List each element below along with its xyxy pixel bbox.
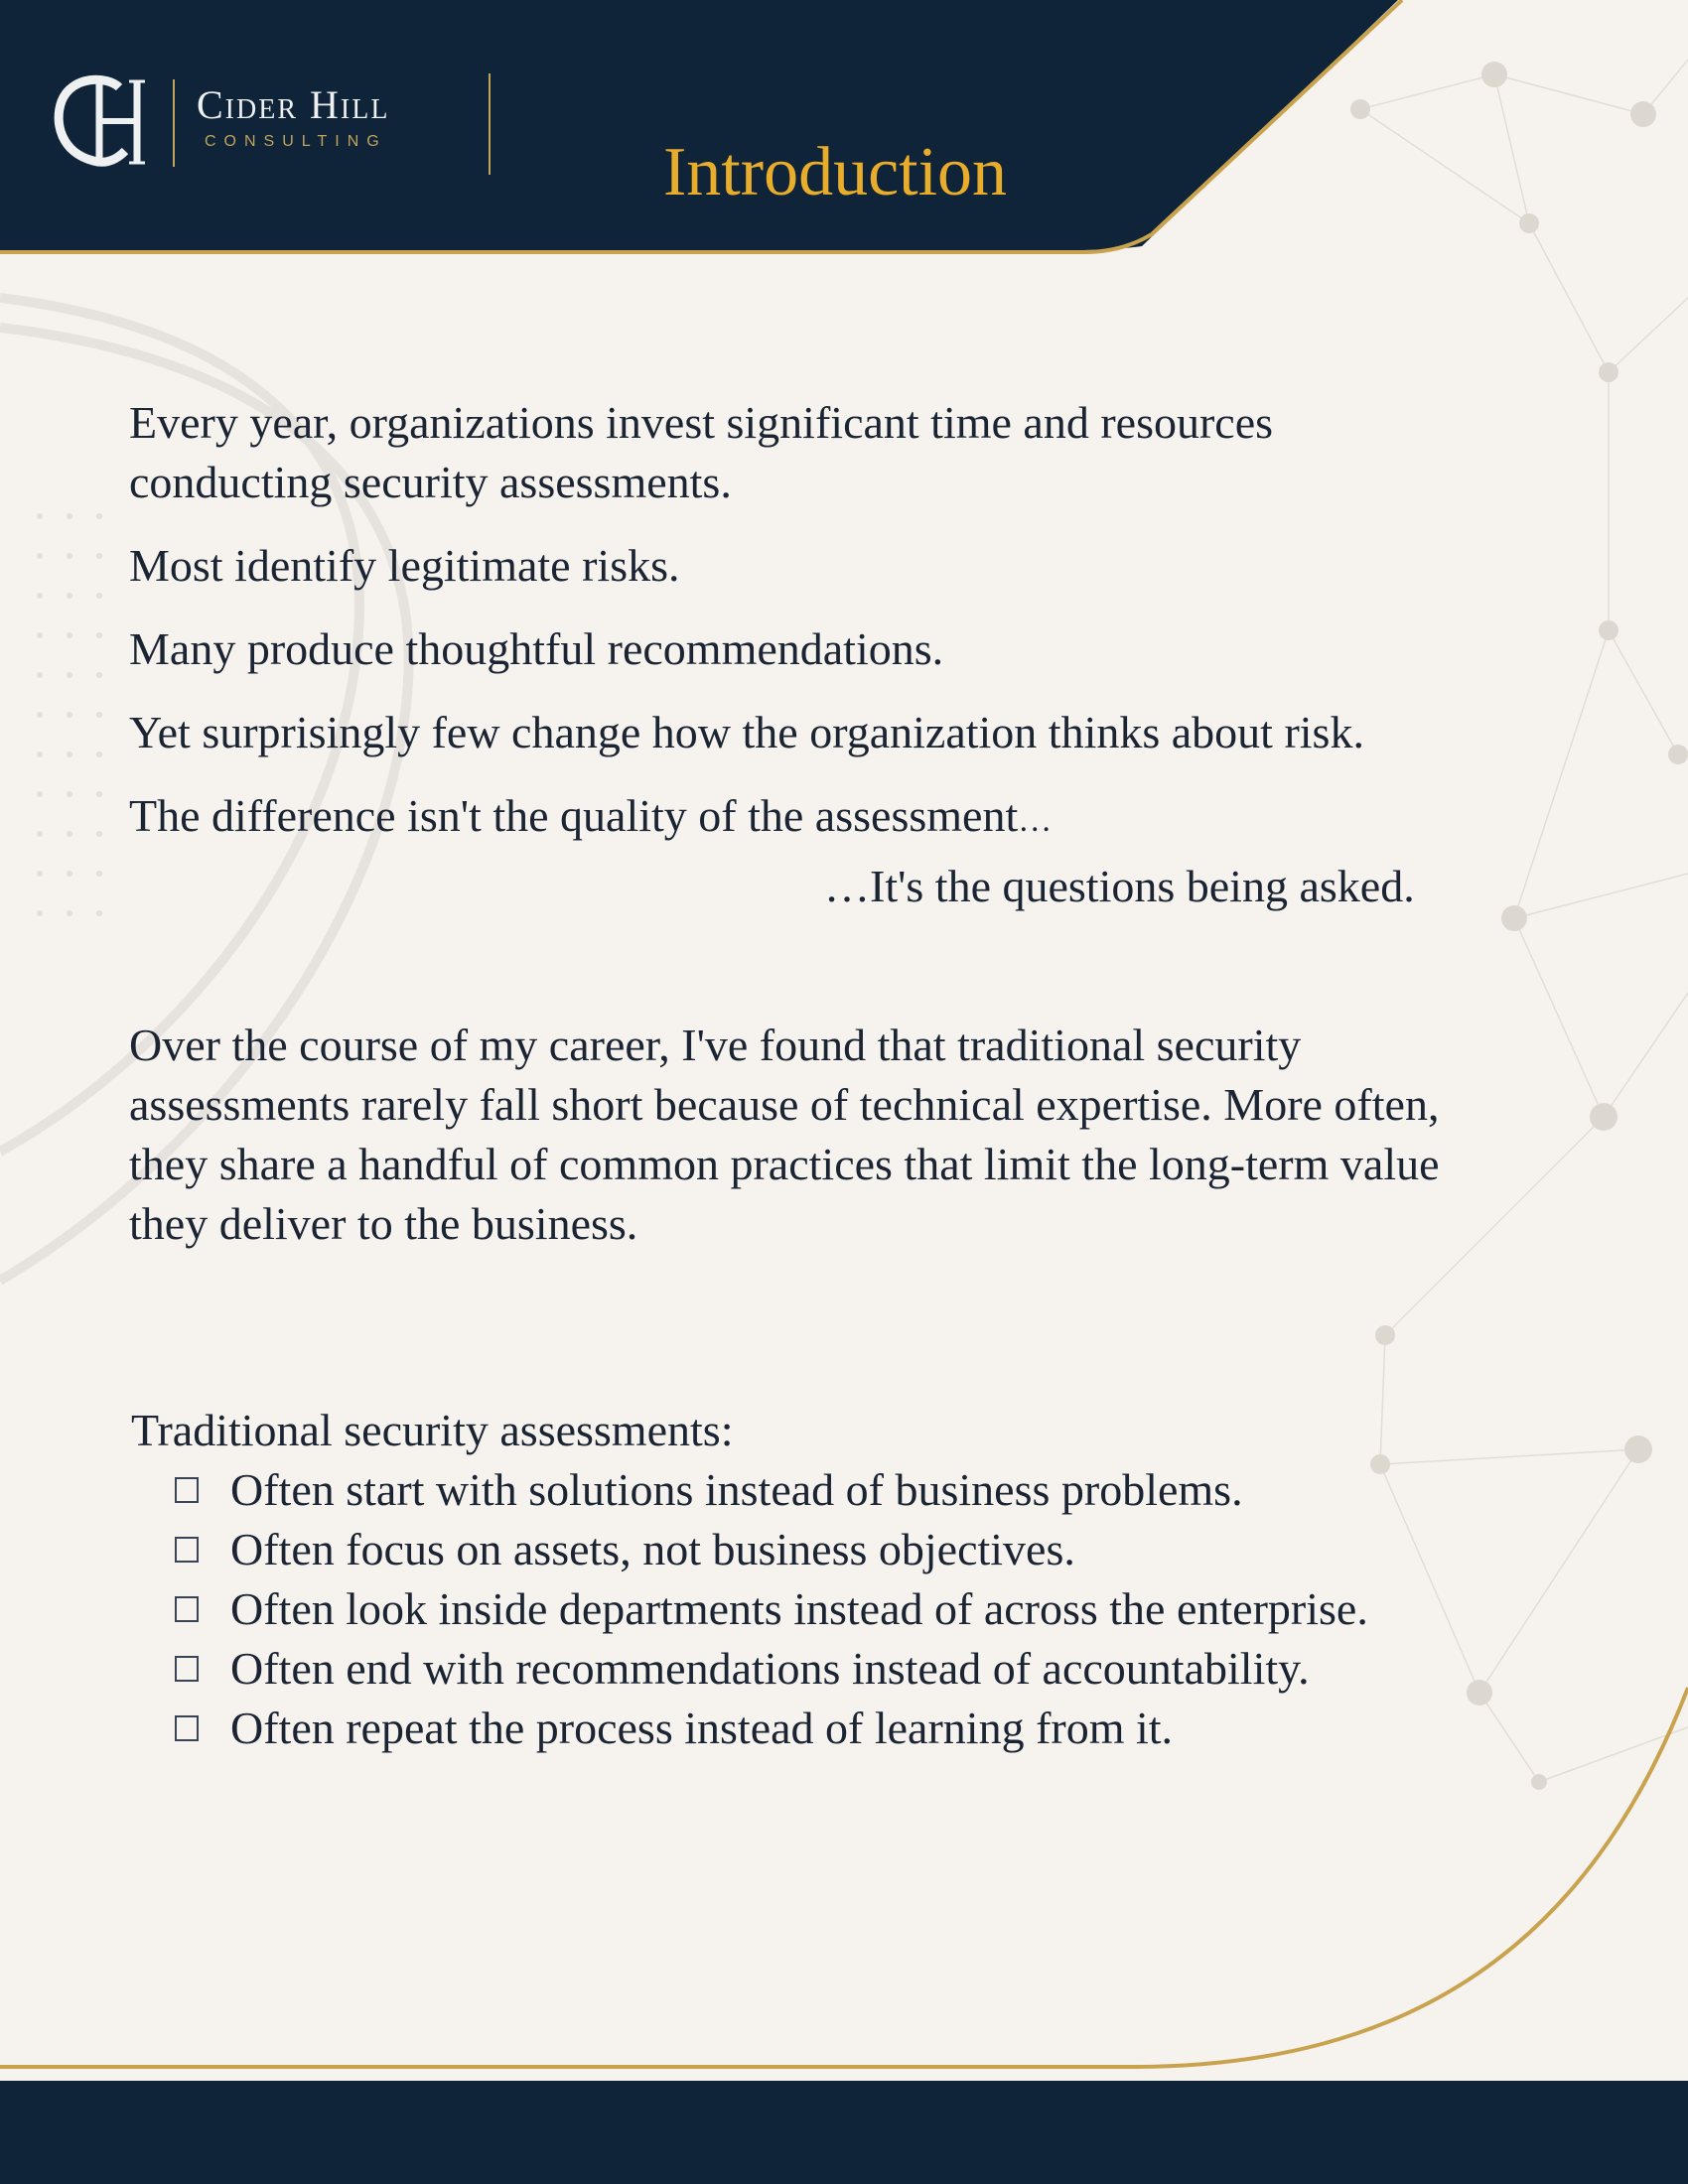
difference-ellipsis: … [1018, 802, 1053, 839]
paragraph-recommendations: Many produce thoughtful recommendations. [129, 623, 944, 674]
difference-text: The difference isn't the quality of the assessment [129, 790, 1019, 841]
checkbox-icon [175, 1656, 199, 1682]
list-item-text: Often end with recommendations instead of accountability. [230, 1643, 1310, 1694]
brand-subtitle: CONSULTING [205, 133, 387, 150]
intro-content [129, 393, 1519, 1758]
page-title: Introduction [663, 134, 1008, 210]
list-heading: Traditional security assessments: [131, 1405, 734, 1455]
practices-list [129, 1460, 1519, 1758]
paragraph-career: Over the course of my career, I've found that traditional security assessments rarely fall short because of technical expertise. More often, they share a handful of common practices that limit the long-term value they deliver to the business. [129, 1020, 1440, 1249]
list-item-text: Often focus on assets, not business objectives. [230, 1524, 1075, 1574]
logo-divider [173, 79, 175, 167]
paragraph-risks: Most identify legitimate risks. [129, 540, 680, 591]
list-item-text: Often repeat the process instead of learning from it. [230, 1703, 1174, 1753]
list-item [129, 1699, 1519, 1758]
paragraph-difference [129, 786, 1519, 851]
brand-name: Cider Hill [197, 82, 390, 127]
dot-texture [37, 513, 102, 916]
checkbox-icon [175, 1537, 199, 1563]
list-item [129, 1460, 1519, 1520]
checkbox-icon [175, 1477, 199, 1503]
paragraph-few-change: Yet surprisingly few change how the organization thinks about risk. [129, 707, 1364, 757]
checkbox-icon [175, 1596, 199, 1622]
list-item [129, 1520, 1519, 1579]
monogram-icon [50, 68, 161, 177]
footer-band [0, 2081, 1688, 2184]
list-item [129, 1579, 1519, 1639]
list-item [129, 1639, 1519, 1699]
list-item-text: Often look inside departments instead of across the enterprise. [230, 1583, 1368, 1634]
logo-divider-right [489, 73, 491, 175]
paragraph-questions: …It's the questions being asked. [824, 861, 1415, 911]
list-item-text: Often start with solutions instead of business problems. [230, 1464, 1243, 1515]
checkbox-icon [175, 1715, 199, 1741]
paragraph-investment: Every year, organizations invest significant time and resources conducting security assessments. [129, 397, 1274, 507]
